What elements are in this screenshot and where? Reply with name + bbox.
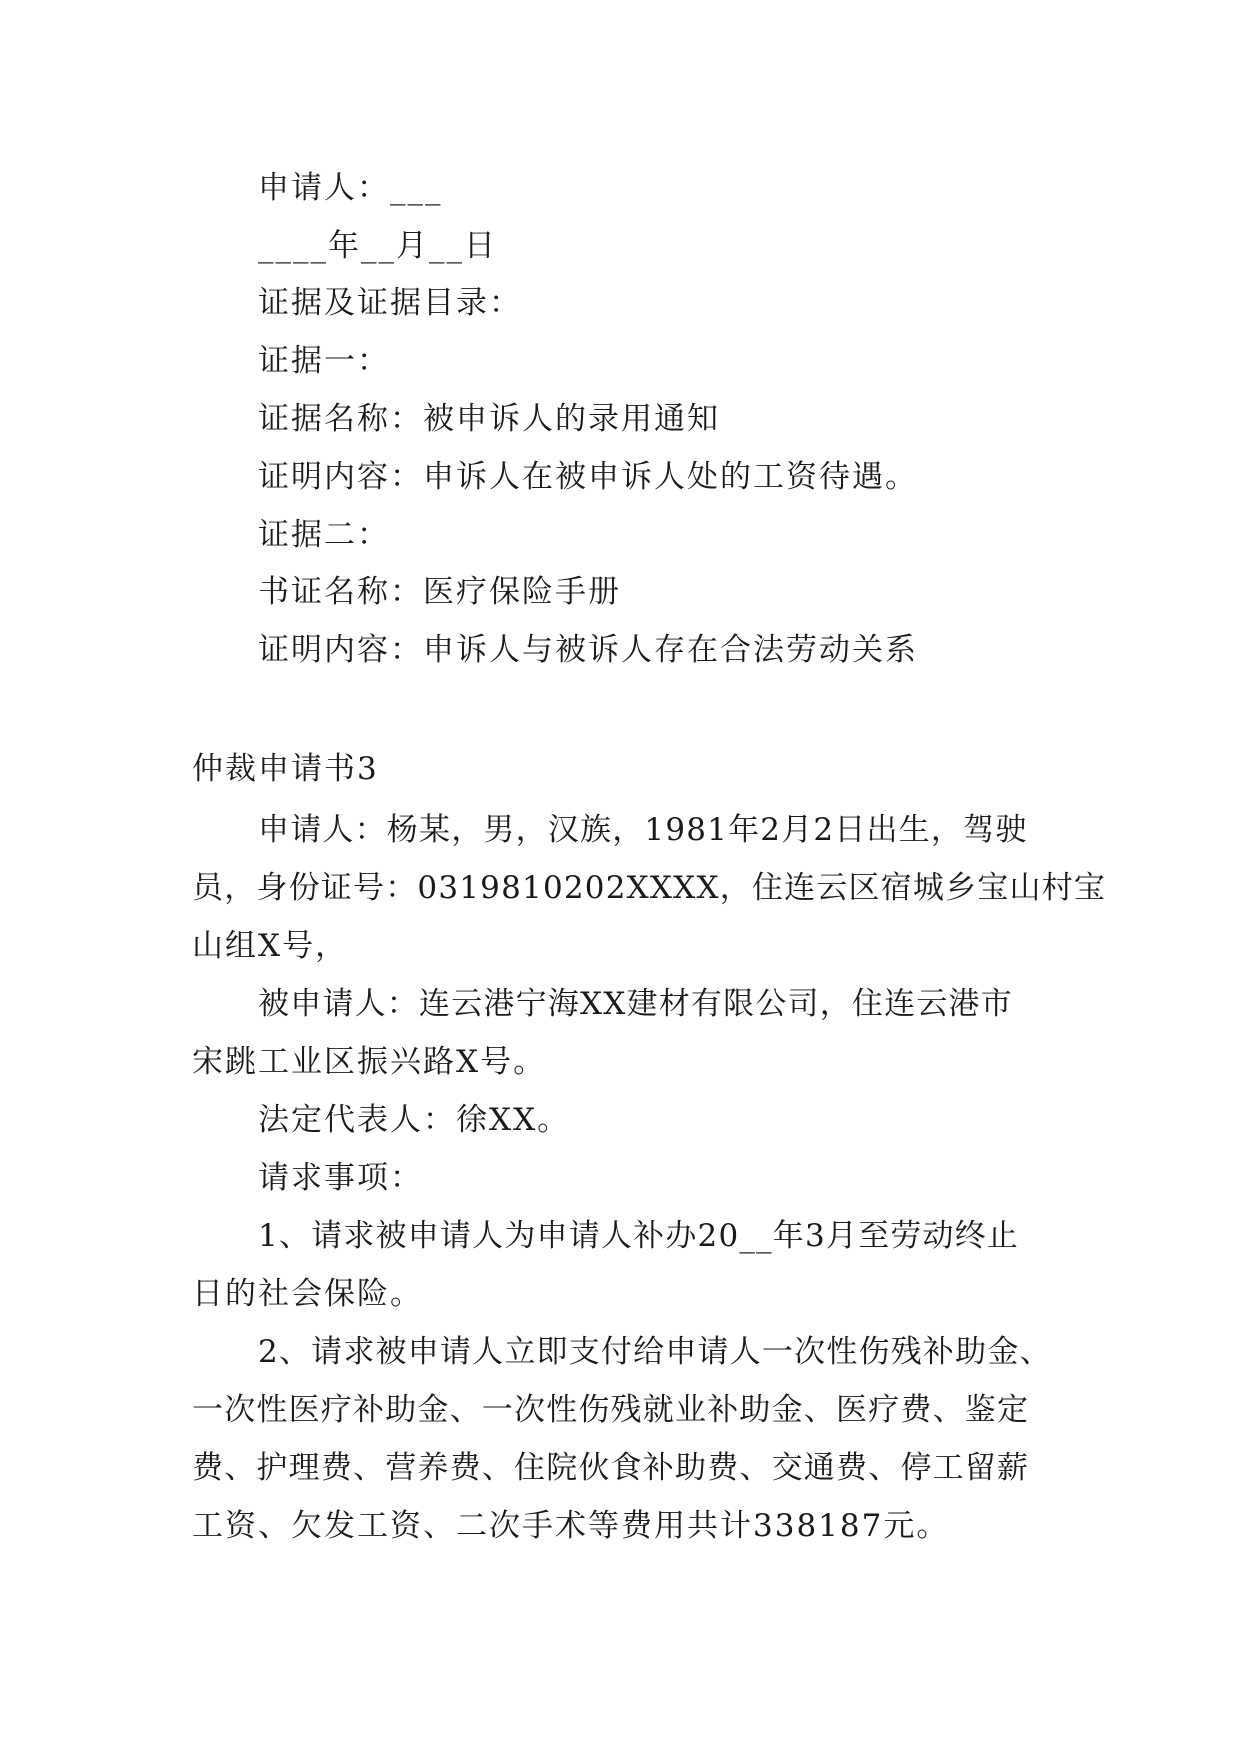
evidence-1-content: 证明内容：申诉人在被申诉人处的工资待遇。 <box>258 459 918 495</box>
claims-heading: 请求事项： <box>258 1160 423 1196</box>
claim-2-line-2: 一次性医疗补助金、一次性伤残就业补助金、医疗费、鉴定 <box>192 1392 1030 1428</box>
legal-representative: 法定代表人：徐XX。 <box>258 1102 571 1138</box>
date-line: ____年__月__日 <box>258 228 497 264</box>
evidence-1-title: 证据一： <box>258 343 390 379</box>
evidence-1-name: 证据名称：被申诉人的录用通知 <box>258 401 720 437</box>
evidence-2-title: 证据二： <box>258 517 390 553</box>
respondent-line-1: 被申请人：连云港宁海XX建材有限公司，住连云港市 <box>258 986 1013 1022</box>
applicant-line-2: 员，身份证号：0319810202XXXX，住连云区宿城乡宝山村宝 <box>192 870 1107 906</box>
claim-2-line-3: 费、护理费、营养费、住院伙食补助费、交通费、停工留薪 <box>192 1450 1030 1486</box>
claim-1-line-2: 日的社会保险。 <box>192 1276 423 1312</box>
evidence-2-name: 书证名称：医疗保险手册 <box>258 574 621 610</box>
applicant-line-1: 申请人：杨某，男，汉族，1981年2月2日出生，驾驶 <box>258 812 1028 848</box>
section-heading: 仲裁申请书3 <box>192 751 379 787</box>
evidence-2-content: 证明内容：申诉人与被诉人存在合法劳动关系 <box>258 632 918 668</box>
applicant-signature-line: 申请人：___ <box>258 170 443 206</box>
respondent-line-2: 宋跳工业区振兴路X号。 <box>192 1044 547 1080</box>
applicant-line-3: 山组X号， <box>192 928 349 964</box>
claim-2-line-4: 工资、欠发工资、二次手术等费用共计338187元。 <box>192 1508 950 1544</box>
evidence-heading: 证据及证据目录： <box>258 285 522 321</box>
claim-1-line-1: 1、请求被申请人为申请人补办20__年3月至劳动终止 <box>258 1218 1020 1254</box>
claim-2-line-1: 2、请求被申请人立即支付给申请人一次性伤残补助金、 <box>258 1334 1052 1370</box>
